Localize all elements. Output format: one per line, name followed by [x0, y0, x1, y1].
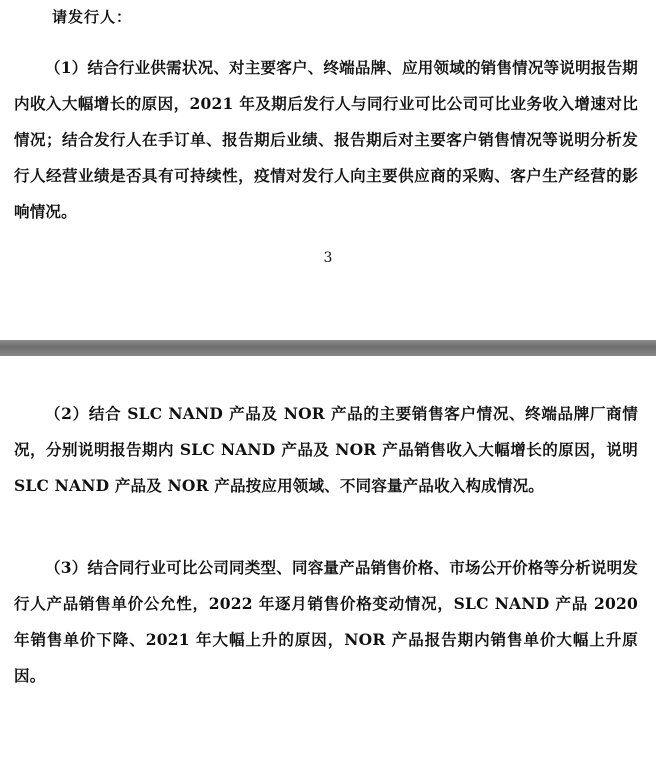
question-paragraph-2: （2）结合 SLC NAND 产品及 NOR 产品的主要销售客户情况、终端品牌厂商情况，分别说明报告期内 SLC NAND 产品及 NOR 产品销售收入大幅增长的原因，说明 SLC NAND 产品及 NOR 产品按应用领域、不同容量产品收入构成情况。: [14, 404, 638, 495]
question-paragraph-3: （3）结合同行业可比公司同类型、同容量产品销售价格、市场公开价格等分析说明发行人产品销售单价公允性，2022 年逐月销售价格变动情况，SLC NAND 产品 2020 年销售单价下降、2021 年大幅上升的原因，NOR 产品报告期内销售单价大幅上升原因。: [14, 558, 638, 685]
page-number: 3: [323, 250, 333, 266]
addressee-heading: 请发行人：: [52, 8, 133, 26]
page-separator: [0, 340, 656, 356]
question-paragraph-1: （1）结合行业供需状况、对主要客户、终端品牌、应用领域的销售情况等说明报告期内收入大幅增长的原因，2021 年及期后发行人与同行业可比公司可比业务收入增速对比情况；结合发行人在手订单、报告期后业绩、报告期后对主要客户销售情况等说明分析发行人经营业绩是否具有可持续性，疫情对发行人向主要供应商的采购、客户生产经营的影响情况。: [14, 58, 638, 221]
document-page-lower: [0, 356, 656, 770]
document-page-upper: [0, 0, 656, 340]
